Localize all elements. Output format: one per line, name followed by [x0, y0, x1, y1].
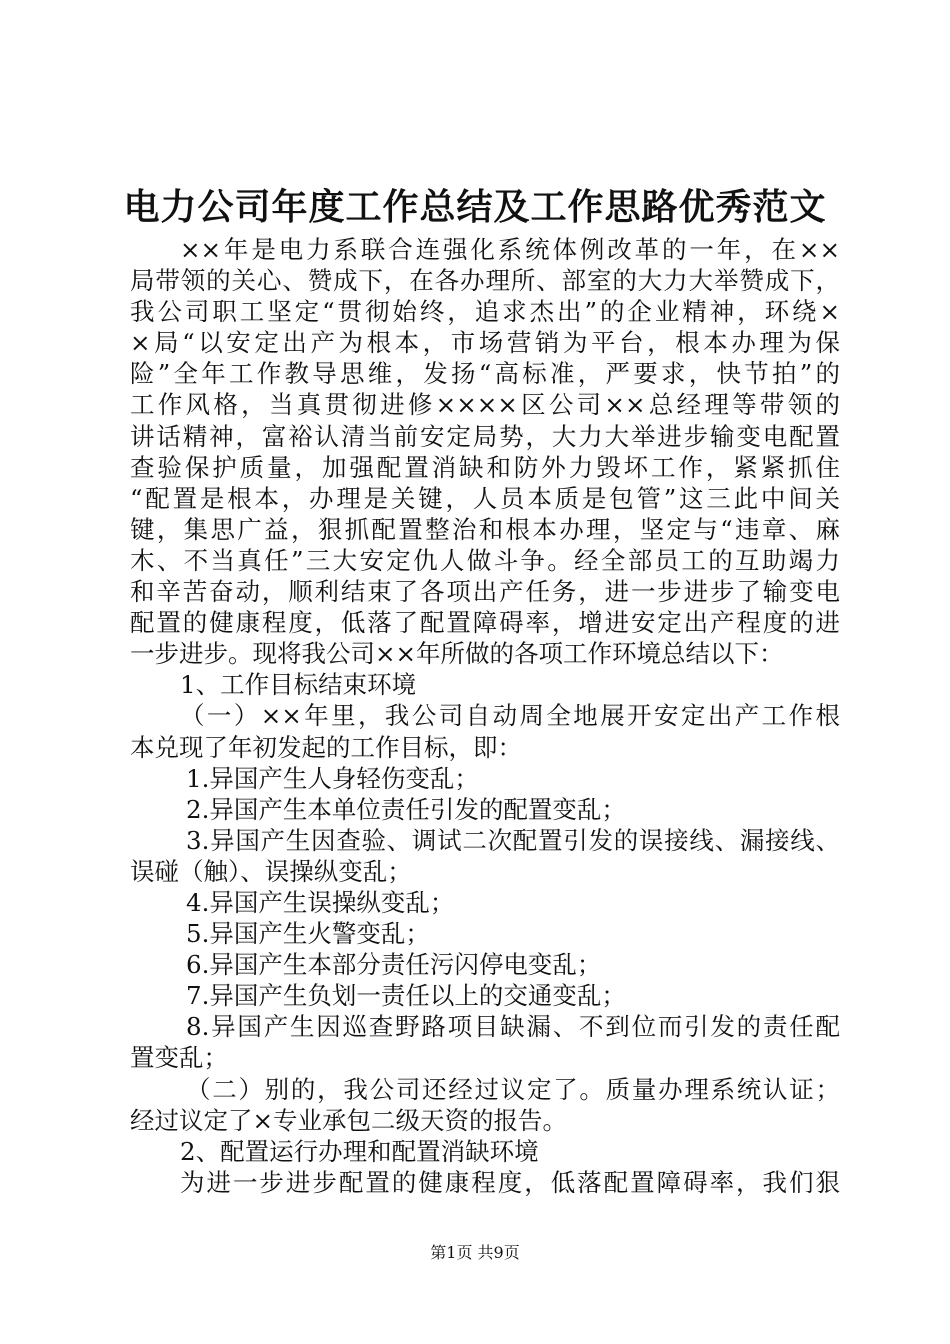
- text-line: 我公司职工坚定“贯彻始终，追求杰出”的企业精神，环绕×: [130, 297, 840, 327]
- text-line: ×局“以安定出产为根本，市场营销为平台，根本办理为保: [130, 328, 840, 358]
- document-title: 电力公司年度工作总结及工作思路优秀范文: [123, 186, 827, 228]
- text-line: 配置的健康程度，低落了配置障碍率，增进安定出产程度的进: [130, 608, 840, 638]
- text-line: 讲话精神，富裕认清当前安定局势，大力大举进步输变电配置: [130, 421, 840, 451]
- text-line: 1.异国产生人身轻伤变乱；: [186, 763, 479, 793]
- document-body: [130, 234, 840, 1198]
- text-line: 局带领的关心、赞成下，在各办理所、部室的大力大举赞成下，: [130, 266, 840, 296]
- text-line: 木、不当真任”三大安定仇人做斗争。经全部员工的互助竭力: [130, 545, 840, 575]
- text-line: 4.异国产生误操纵变乱；: [186, 887, 455, 917]
- text-line: 5.异国产生火警变乱；: [186, 919, 430, 949]
- text-line: 为进一步进步配置的健康程度，低落配置障碍率，我们狠: [180, 1167, 840, 1197]
- text-line: 3.异国产生因查验、调试二次配置引发的误接线、漏接线、: [186, 825, 840, 855]
- text-line: 险”全年工作教导思维，发扬“高标准，严要求，快节拍”的: [130, 359, 840, 389]
- text-line: ××年是电力系联合连强化系统体例改革的一年，在××: [180, 235, 840, 264]
- text-line: 置变乱；: [130, 1043, 228, 1073]
- text-line: 查验保护质量，加强配置消缺和防外力毁坏工作，紧紧抓住: [130, 452, 840, 482]
- text-line: 1、工作目标结束环境: [180, 670, 417, 700]
- text-line: 2.异国产生本单位责任引发的配置变乱；: [186, 794, 626, 824]
- text-line: 7.异国产生负划一责任以上的交通变乱；: [186, 981, 626, 1011]
- text-line: （二）别的，我公司还经过议定了。质量办理系统认证；: [186, 1074, 840, 1104]
- text-line: 6.异国产生本部分责任污闪停电变乱；: [186, 950, 602, 980]
- text-line: （一）××年里，我公司自动周全地展开安定出产工作根: [180, 701, 840, 731]
- text-line: 和辛苦奋动，顺利结束了各项出产任务，进一步进步了输变电: [130, 577, 840, 607]
- page-footer: 第1页 共9页: [430, 1243, 520, 1262]
- text-line: 误碰（触）、误操纵变乱；: [130, 856, 412, 886]
- text-line: “配置是根本，办理是关键，人员本质是包管”这三此中间关: [130, 483, 840, 513]
- text-line: 8.异国产生因巡查野路项目缺漏、不到位而引发的责任配: [186, 1012, 840, 1042]
- text-line: 本兑现了年初发起的工作目标，即：: [130, 732, 522, 762]
- text-line: 工作风格，当真贯彻进修××××区公司××总经理等带领的: [130, 390, 840, 420]
- text-line: 经过议定了×专业承包二级天资的报告。: [130, 1105, 568, 1135]
- text-line: 一步进步。现将我公司××年所做的各项工作环境总结以下：: [130, 639, 784, 669]
- text-line: 2、配置运行办理和配置消缺环境: [180, 1136, 539, 1166]
- text-line: 键，集思广益，狠抓配置整治和根本办理，坚定与“违章、麻: [130, 514, 840, 544]
